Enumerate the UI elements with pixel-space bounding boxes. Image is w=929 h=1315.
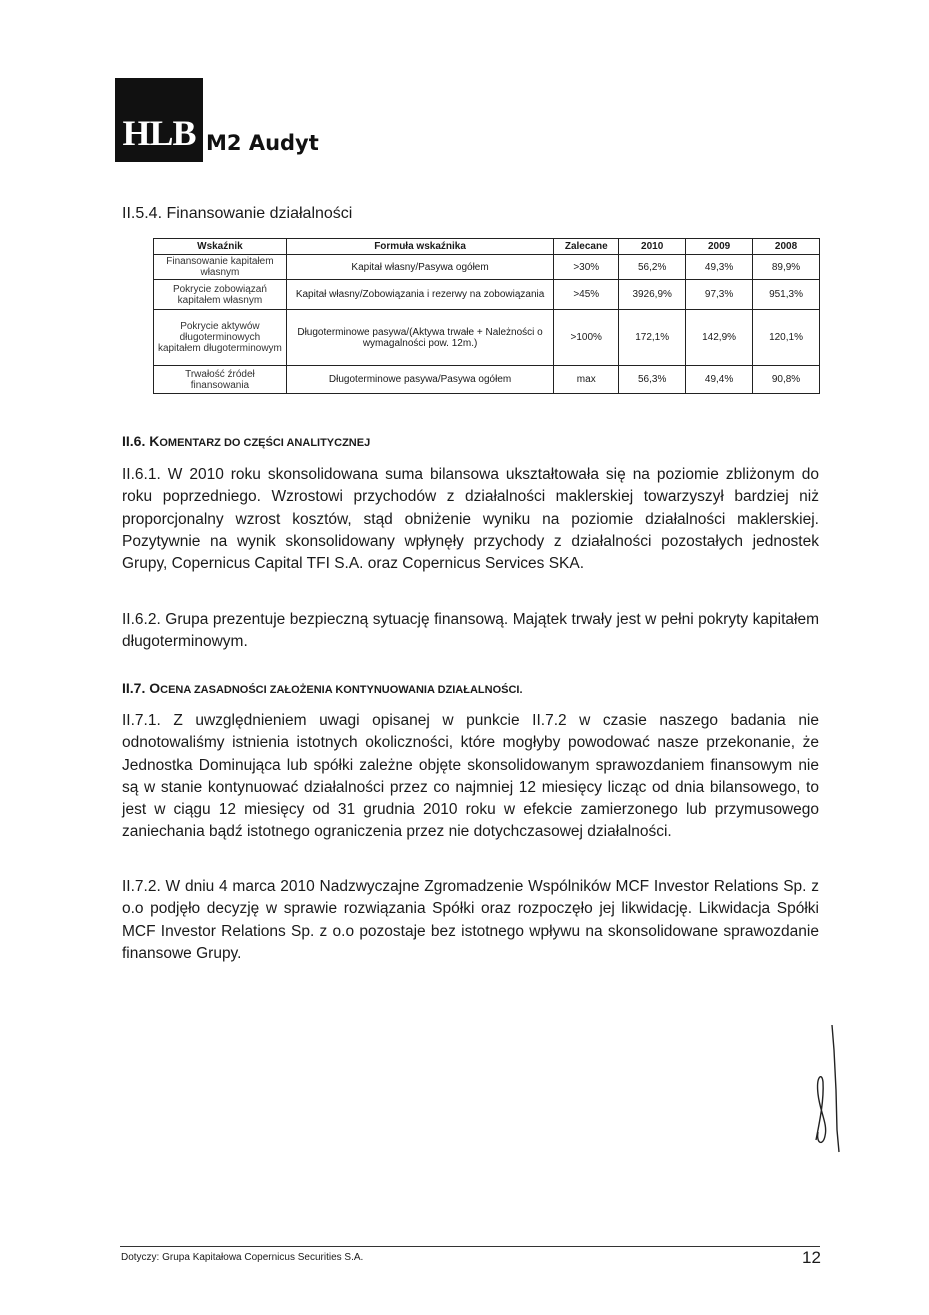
indicator-formula: Kapitał własny/Pasywa ogółem <box>286 255 553 280</box>
heading-initial: O <box>149 680 161 696</box>
paragraph-7-1: II.7.1. Z uwzględnieniem uwagi opisanej w punkcie II.7.2 w czasie naszego badania nie odnotowaliśmy istnienia istotnych okoliczności, które mogłyby powodować nasze przekonanie, że Jednostka Dominująca lub spółki zależne objęte skonsolidowanym sprawozdaniem finansowym nie są w stanie kontynuować działalności przez co najmniej 12 miesięcy licząc od dnia bilansowego, to jest w ciągu 12 miesięcy od 31 grudnia 2010 roku w efekcie zamierzonego lub przymusowego zaniechania bądź istotnego ograniczenia przez nie dotychczasowej działalności. <box>122 712 819 841</box>
heading-number: II.7. <box>122 680 146 696</box>
indicator-formula: Długoterminowe pasywa/Pasywa ogółem <box>286 366 553 394</box>
paragraph-7-2: II.7.2. W dniu 4 marca 2010 Nadzwyczajne Zgromadzenie Wspólników MCF Investor Relations Sp. z o.o podjęło decyzję w sprawie rozwiązania Spółki oraz rozpoczęło jej likwidację. Likwidacja Spółki MCF Investor Relations Sp. z o.o pozostaje bez istotnego wpływu na skonsolidowane sprawozdanie finansowe Grupy. <box>122 878 819 962</box>
col-header-2009: 2009 <box>686 239 753 255</box>
value-2010: 172,1% <box>619 310 686 366</box>
value-2009: 97,3% <box>686 280 753 310</box>
value-2009: 49,3% <box>686 255 753 280</box>
company-logo <box>115 78 319 162</box>
col-header-2010: 2010 <box>619 239 686 255</box>
heading-number: II.6. <box>122 433 146 449</box>
indicator-name: Trwałość źródeł finansowania <box>154 366 287 394</box>
indicators-table <box>153 238 820 394</box>
heading-rest: OMENTARZ DO CZĘŚCI ANALITYCZNEJ <box>159 437 371 449</box>
col-header-2008: 2008 <box>753 239 820 255</box>
paragraph-6-1: II.6.1. W 2010 roku skonsolidowana suma bilansowa ukształtowała się na poziomie zbliżonym do roku poprzedniego. Wzrostowi przychodów z działalności maklerskiej towarzyszył bardziej niż proporcjonalny wzrost kosztów, stąd obniżenie wyniku na poziomie działalności maklerskiej. Pozytywnie na wynik skonsolidowany wpłynęły przychody z działalności pozostałych jednostek Grupy, Copernicus Capital TFI S.A. oraz Copernicus Services SKA. <box>122 466 819 573</box>
value-2009: 142,9% <box>686 310 753 366</box>
footer-text: Dotyczy: Grupa Kapitałowa Copernicus Securities S.A. <box>121 1252 364 1263</box>
logo-hlb-box: HLB <box>115 78 203 162</box>
paragraph-6-2: II.6.2. Grupa prezentuje bezpieczną sytuację finansową. Majątek trwały jest w pełni pokryty kapitałem długoterminowym. <box>122 611 819 651</box>
value-2008: 90,8% <box>753 366 820 394</box>
footer-divider <box>120 1246 820 1247</box>
table-row <box>154 310 820 366</box>
value-2010: 56,3% <box>619 366 686 394</box>
indicator-formula: Długoterminowe pasywa/(Aktywa trwałe + Należności o wymagalności pow. 12m.) <box>286 310 553 366</box>
heading-initial: K <box>149 433 160 449</box>
section-heading-7 <box>122 680 523 696</box>
value-2010: 3926,9% <box>619 280 686 310</box>
page-number: 12 <box>802 1248 821 1267</box>
indicator-formula: Kapitał własny/Zobowiązania i rezerwy na zobowiązania <box>286 280 553 310</box>
indicator-recommended: >30% <box>554 255 619 280</box>
indicator-recommended: >45% <box>554 280 619 310</box>
indicator-recommended: max <box>554 366 619 394</box>
section-heading-6 <box>122 433 370 449</box>
col-header-recommended: Zalecane <box>554 239 619 255</box>
value-2008: 120,1% <box>753 310 820 366</box>
table-header-row <box>154 239 820 255</box>
table-row <box>154 366 820 394</box>
value-2008: 89,9% <box>753 255 820 280</box>
indicator-recommended: >100% <box>554 310 619 366</box>
col-header-formula: Formuła wskaźnika <box>286 239 553 255</box>
table-row <box>154 255 820 280</box>
col-header-indicator: Wskaźnik <box>154 239 287 255</box>
logo-text: M2 Audyt <box>206 131 319 155</box>
indicator-name: Pokrycie zobowiązań kapitałem własnym <box>154 280 287 310</box>
handwritten-signature <box>812 1020 852 1160</box>
heading-rest: CENA ZASADNOŚCI ZAŁOŻENIA KONTYNUOWANIA DZIAŁALNOŚCI. <box>160 684 523 696</box>
table-row <box>154 280 820 310</box>
indicator-name: Pokrycie aktywów długoterminowych kapitałem długoterminowym <box>154 310 287 366</box>
value-2009: 49,4% <box>686 366 753 394</box>
value-2008: 951,3% <box>753 280 820 310</box>
section-title: II.5.4. Finansowanie działalności <box>122 205 353 222</box>
indicator-name: Finansowanie kapitałem własnym <box>154 255 287 280</box>
value-2010: 56,2% <box>619 255 686 280</box>
